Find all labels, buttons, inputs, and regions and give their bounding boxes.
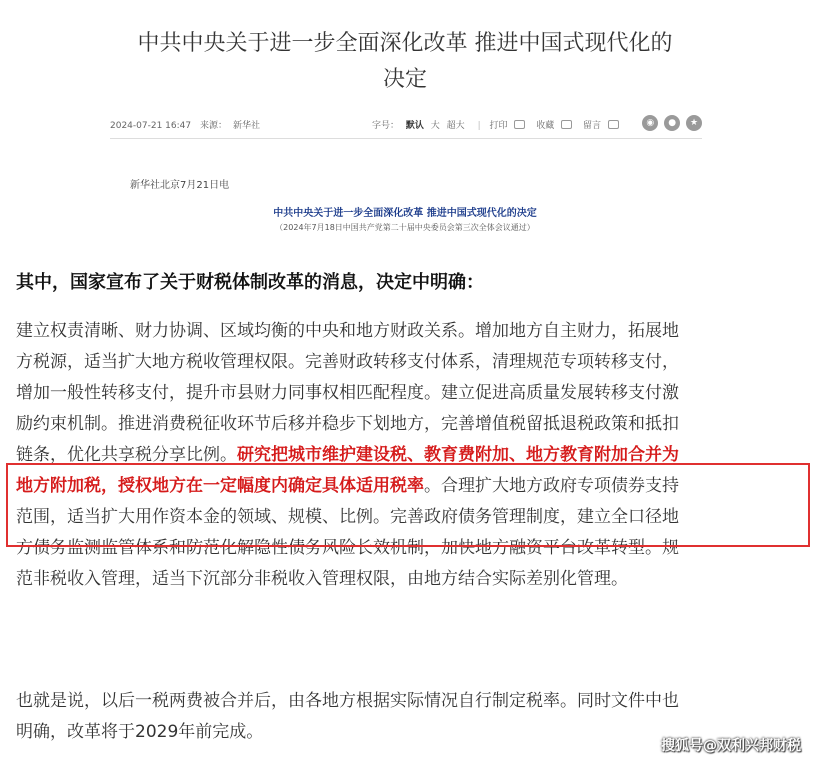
divider bbox=[110, 138, 702, 139]
font-default-link[interactable]: 默认 bbox=[405, 121, 424, 131]
publish-date: 2024-07-21 16:47 bbox=[110, 121, 192, 131]
share-icons bbox=[639, 115, 702, 131]
font-xlarge-link[interactable]: 超大 bbox=[446, 121, 465, 131]
source-label: 来源： bbox=[199, 121, 227, 131]
source: 新华社 bbox=[233, 121, 261, 131]
highlighted-text: 地方附加税，授权地方在一定幅度内确定具体适用税率 bbox=[16, 476, 424, 496]
print-link[interactable]: 打印 bbox=[489, 121, 529, 131]
policy-paragraph: 建立权责清晰、财力协调、区域均衡的中央和地方财政关系。增加地方自主财力，拓展地 方税源，适当扩大地方税收管理权限。完善财政转移支付体系，清理规范专项转移支付， 增加一般性转移支付，提升市县财力同事权相匹配程度。建立促进高质量发展转移支付激 励约束机制。推进消费税征收环节后移并稳步下划地方，完善增值税留抵退税政策和抵扣 链条，优化共享税分享比例。研究把城市维护建设税、教育费附加、地方教育附加合并为 地方附加税，授权地方在一定幅度内确定具体适用税率。合理扩大地方政府专项债券支持 范围，适当扩大用作资本金的领域、规模、比例。完善政府债务管理制度，建立全口径地 方债务监测监管体系和防范化解隐性债务风险长效机制，加快地方融资平台改革转型。规 范非税收入管理，适当下沉部分非税收入管理权限，由地方结合实际差别化管理。 bbox=[16, 321, 679, 589]
collect-link[interactable]: 收藏 bbox=[536, 121, 576, 131]
watermark: 搜狐号@双利兴邦财税 bbox=[661, 738, 801, 754]
qzone-icon[interactable]: ★ bbox=[686, 115, 702, 131]
news-screenshot bbox=[100, 0, 710, 255]
news-title: 中共中央关于进一步全面深化改革 推进中国式现代化的 决定 bbox=[137, 31, 673, 92]
document-subtitle: （2024年7月18日中国共产党第二十届中央委员会第三次全体会议通过） bbox=[275, 223, 535, 232]
message-link[interactable]: 留言 bbox=[583, 121, 623, 131]
lead-sentence: 其中，国家宣布了关于财税体制改革的消息，决定中明确： bbox=[16, 272, 484, 293]
print-icon bbox=[514, 120, 525, 129]
collect-icon bbox=[561, 120, 572, 129]
font-large-link[interactable]: 大 bbox=[430, 121, 440, 131]
message-icon bbox=[608, 120, 619, 129]
font-size-label: 字号： bbox=[372, 121, 400, 131]
summary-paragraph: 也就是说，以后一税两费被合并后，由各地方根据实际情况自行制定税率。同时文件中也 明确，改革将于2029年前完成。 bbox=[16, 691, 679, 742]
highlighted-text: 研究把城市维护建设税、教育费附加、地方教育附加合并为 bbox=[237, 445, 679, 465]
article-meta: 2024-07-21 16:47 来源： 新华社 字号： 默认 大 超大 | 打印 收藏 留言 ◉ ● ★ bbox=[110, 114, 702, 134]
document-title: 中共中央关于进一步全面深化改革 推进中国式现代化的决定 bbox=[273, 208, 537, 219]
weibo-icon[interactable]: ◉ bbox=[642, 115, 658, 131]
dateline: 新华社北京7月21日电 bbox=[130, 180, 230, 191]
wechat-icon[interactable]: ● bbox=[664, 115, 680, 131]
